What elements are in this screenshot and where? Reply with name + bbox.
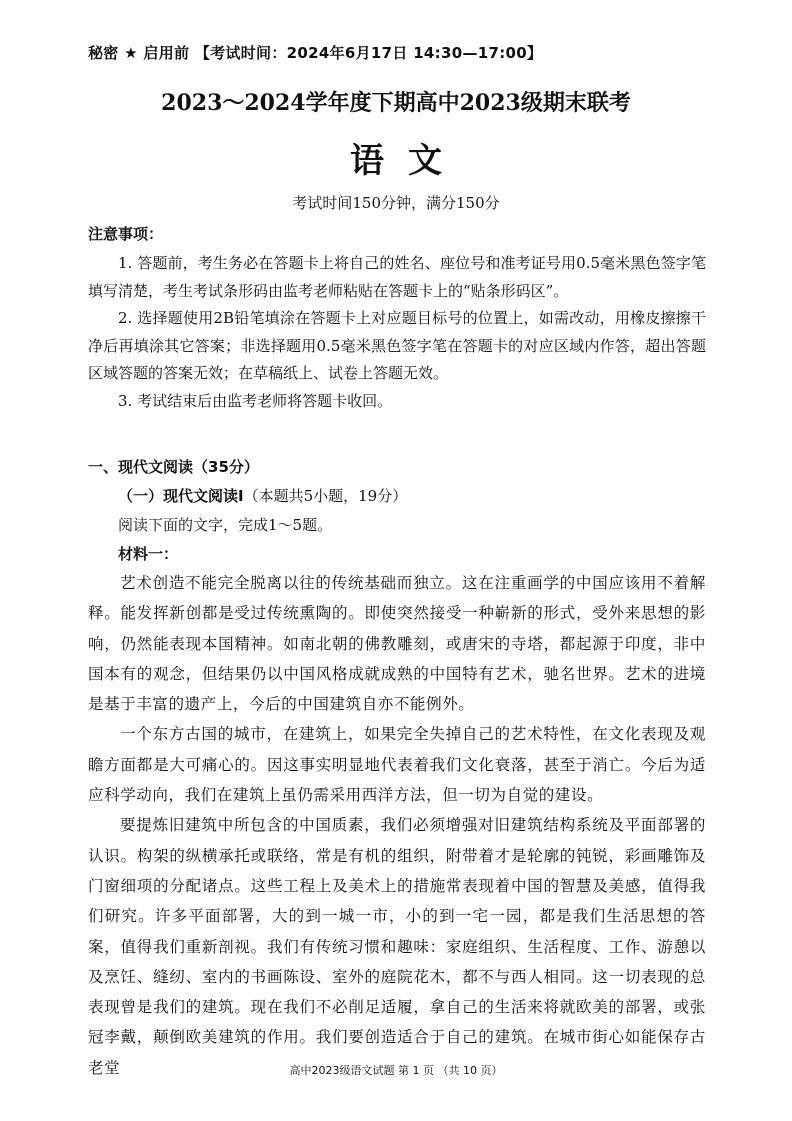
material-label: 材料一： xyxy=(118,545,179,563)
material-paragraph: 艺术创造不能完全脱离以往的传统基础而独立。这在注重画学的中国应该用不着解释。能发挥新创都是受过传统熏陶的。即使突然接受一种嶄新的形式，受外来思想的影响，仍然能表现本国精神。如南北朝的佛教雕刻，或唐宋的寺塔，都起源于印度，非中国本有的观念，但结果仍以中国风格成就成熟的中国特有艺术，驰名世界。艺术的进境是基于丰富的遗产上，今后的中国建筑自亦不能例外。 xyxy=(88,574,706,714)
subsection-score: （本题共5小题，19分） xyxy=(243,487,408,505)
reading-instruction: 阅读下面的文字，完成1～5题。 xyxy=(118,516,333,534)
notes-list xyxy=(88,250,706,415)
exam-duration-score: 考试时间150分钟，满分150分 xyxy=(292,194,500,212)
subsection-title: （一）现代文阅读Ⅰ xyxy=(118,487,244,505)
exam-title: 2023～2024学年度下期高中2023级期末联考 xyxy=(161,90,631,116)
section-heading: 一、现代文阅读（35分） xyxy=(88,458,259,476)
material-text xyxy=(88,568,706,1083)
subsection-heading xyxy=(118,485,407,506)
subject-title: 语文 xyxy=(350,141,466,181)
confidential-header: 秘密 ★ 启用前 【考试时间：2024年6月17日 14:30—17:00】 xyxy=(88,44,543,62)
material-paragraph: 要提炼旧建筑中所包含的中国质素，我们必须增强对旧建筑结构系统及平面部署的认识。构架的纵横承托或联络，常是有机的组织，附带着才是轮廓的钝锐，彩画雕饰及门窗细项的分配诸点。这些工程上及美术上的措施常表现着中国的智慧及美感，值得我们研究。许多平面部署，大的到一城一市，小的到一宅一园，都是我们生活思想的答案，值得我们重新剖视。我们有传统习惯和趣味：家庭组织、生活程度、工作、游憩以及烹饪、缝纫、室内的书画陈设、室外的庭院花木，都不与西人相同。这一切表现的总表现曾是我们的建筑。现在我们不必削足适履，拿自己的生活来将就欧美的部署，或张冠李戴，颠倒欧美建筑的作用。我们要创造适合于自己的建筑。在城市街心如能保存古老堂 xyxy=(88,816,706,1077)
note-item: 1. 答题前，考生务必在答题卡上将自己的姓名、座位号和准考证号用0.5毫米黑色签字笔填写清楚，考生考试条形码由监考老师粘贴在答题卡上的“贴条形码区”。 xyxy=(88,254,706,300)
note-item: 2. 选择题使用2B铅笔填涂在答题卡上对应题目标号的位置上，如需改动，用橡皮擦擦干净后再填涂其它答案；非选择题用0.5毫米黑色签字笔在答题卡的对应区域内作答，超出答题区域答题的答案无效；在草稿纸上、试卷上答题无效。 xyxy=(88,309,706,382)
notes-heading: 注意事项： xyxy=(88,225,164,243)
material-paragraph: 一个东方古国的城市，在建筑上，如果完全失掉自己的艺术特性，在文化表现及观瞻方面都是大可痛心的。因这事实明显地代表着我们文化衰落，甚至于消亡。今后为适应科学动向，我们在建筑上虽仍需采用西洋方法，但一切为自觉的建设。 xyxy=(88,725,706,805)
page-footer: 高中2023级语文试题 第 1 页 （共 10 页） xyxy=(289,1064,503,1077)
note-item: 3. 考试结束后由监考老师将答题卡收回。 xyxy=(118,391,393,410)
